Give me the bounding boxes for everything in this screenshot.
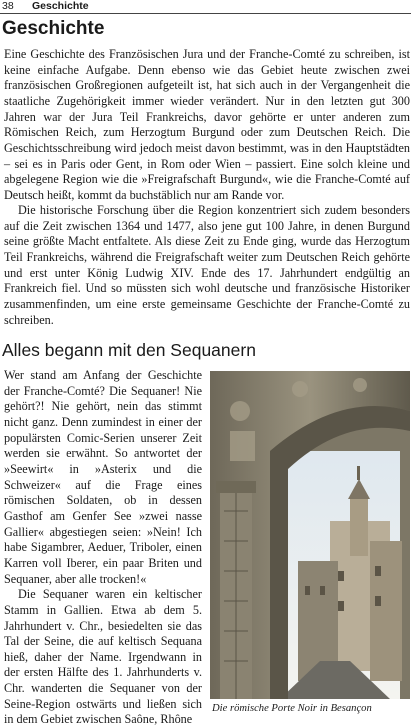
chapter-title: Geschichte (2, 18, 105, 39)
section-paragraph-2: Die Sequaner waren ein keltischer Stamm in Gallien. Etwa ab dem 5. Jahrhundert v. Chr., besiedelten sie das Tal der Seine, die auf keltisch Sequana hieß, daher der Name. Irgendwann in der ersten Hälfte des 1. Jahrhunderts v. Chr. wanderten die Sequaner von der Seine-Region ostwärts und ließen sich in dem Gebiet zwischen Saône, Rhône (4, 587, 202, 727)
page-number: 38 (2, 0, 14, 12)
running-section-title: Geschichte (32, 0, 89, 12)
photo-caption: Die römische Porte Noir in Besançon (212, 703, 372, 714)
running-header (0, 0, 411, 14)
intro-paragraph-2: Die historische Forschung über die Region konzentriert sich zudem besonders auf die Zeit zwischen 1364 und 1477, also jene gut 100 Jahre, in denen Burgund seine größte Macht entfaltete. Als diese Zeit zu Ende ging, wurde das Herzogtum Teil Frankreichs, während die Freigrafschaft weiter zum Deutschen Reich gehörte und erst unter König Ludwig XIV. Ende des 17. Jahrhundert endgültig an Frankreich fiel. Und so müssten sich wohl deutsche und französische Historiker zusammenfinden, um eine erste gemeinsame Geschichte der Franche-Comté zu schreiben. (4, 203, 410, 327)
intro-paragraph-1: Eine Geschichte des Französischen Jura und der Franche-Comté zu schreiben, ist keine einfache Aufgabe. Denn ebenso wie das Gebiet heute zwischen zwei französischen Großregionen aufgeteilt ist, hat sich auch in der Vergangenheit die staatliche Zugehörigkeit immer wieder verändert. Nur in den letzten gut 300 Jahren war der Jura Teil Frankreichs, davor gehörte er unter anderen zum Römischen Reich, zum Herzogtum Burgund oder zum Deutschen Reich. Die Geschichtsschreibung wird jedoch meist davon bestimmt, was in den Hauptstädten – sei es in Paris oder Gent, in Rom oder Wien – passiert. Eine solch kleine und abgelegene Region wie die »Freigrafschaft Burgund«, wie die Franche-Comté auf Deutsch heißt, kommt da buchstäblich nur am Rande vor. (4, 47, 410, 202)
section-paragraph-1: Wer stand am Anfang der Geschichte der Franche-Comté? Die Sequaner! Nie gehört?! Nie gehört, nein das stimmt nicht ganz. Denn zumindest in einer der populärsten Comic-Serien unserer Zeit werden sie erwähnt. So antwortet der »Seewirt« in »Asterix und die Schweizer« auf die Frage eines römischen Soldaten, ob in dessen Gasthof am Genfer See »zwei nasse Gallier« abgestiegen seien: »Nein! Ich habe Sigambrer, Aeduer, Triboler, einen Karren voll Iberer, ein paar Briten und Sequaner, aber alle trocken!« (4, 368, 202, 586)
section-text-column (4, 368, 202, 728)
porte-noir-photo (210, 371, 410, 699)
section-heading: Alles begann mit den Sequanern (2, 340, 256, 360)
